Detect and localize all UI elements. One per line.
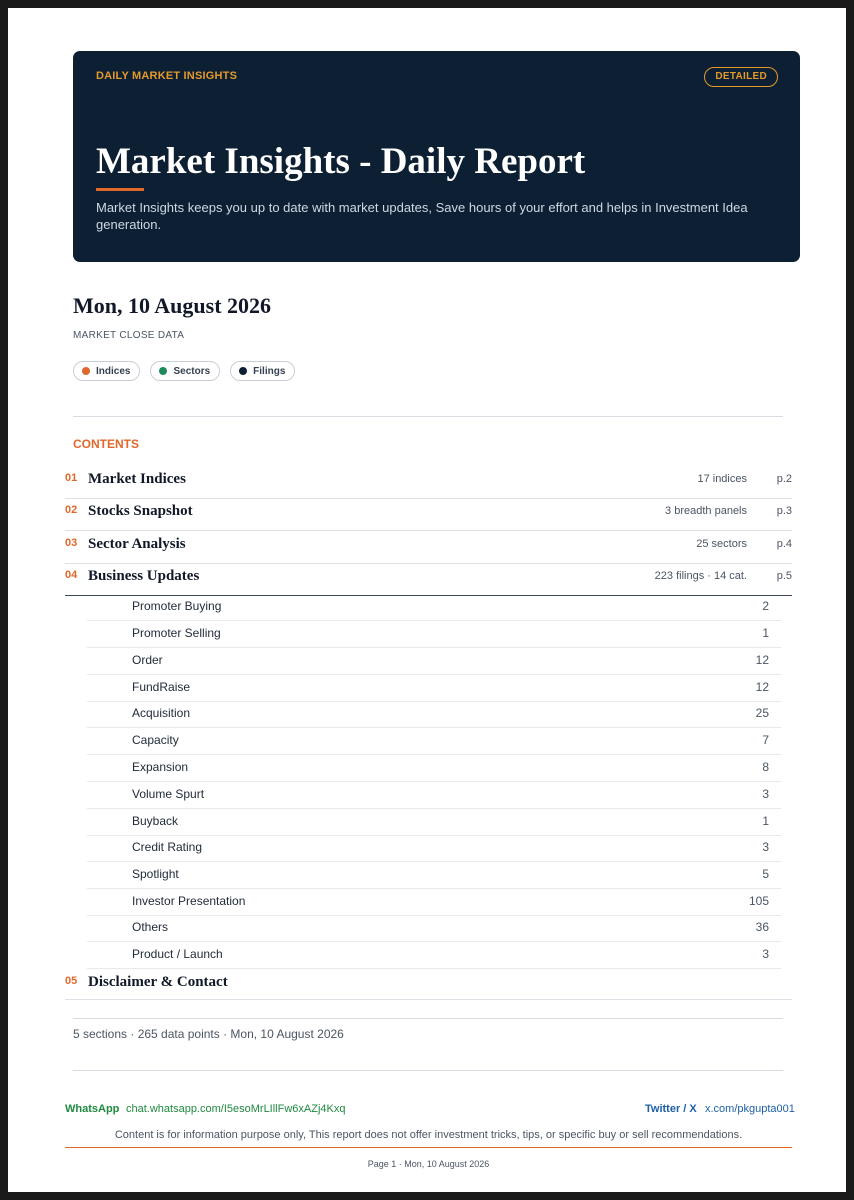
category-chips — [73, 361, 295, 381]
report-page — [8, 8, 846, 1192]
toc-title: Business Updates — [88, 568, 200, 584]
business-update-row[interactable] — [87, 889, 781, 916]
category-label: Investor Presentation — [132, 894, 246, 908]
category-label: Spotlight — [132, 867, 179, 881]
report-title: Market Insights - Daily Report — [96, 141, 586, 182]
toc-meta: 3 breadth panels — [665, 505, 747, 517]
category-count: 7 — [762, 733, 769, 747]
category-count: 2 — [762, 599, 769, 613]
category-count: 3 — [762, 787, 769, 801]
toc-meta: 223 filings · 14 cat. — [654, 570, 747, 582]
summary-bottom-divider — [73, 1070, 783, 1071]
toc-item-market-indices[interactable] — [65, 466, 792, 499]
category-label: Product / Launch — [132, 947, 223, 961]
report-description: Market Insights keeps you up to date with market updates, Save hours of your effort and helps in Investment Idea generation. — [96, 200, 748, 232]
category-count: 5 — [762, 867, 769, 881]
toc-title: Sector Analysis — [88, 536, 186, 552]
business-update-row[interactable] — [87, 782, 781, 809]
toc-title: Market Indices — [88, 471, 186, 487]
business-update-row[interactable] — [87, 755, 781, 782]
category-label: Buyback — [132, 814, 179, 828]
chip-label: Filings — [253, 365, 286, 377]
category-count: 12 — [755, 653, 769, 667]
category-label: Volume Spurt — [132, 787, 205, 801]
category-count: 1 — [762, 814, 769, 828]
whatsapp-label: WhatsApp — [65, 1103, 120, 1115]
summary-top-divider — [73, 1018, 783, 1019]
contents-heading: CONTENTS — [73, 437, 139, 451]
toc-page: p.4 — [776, 538, 792, 550]
twitter-label: Twitter / X — [645, 1103, 697, 1115]
toc-meta: 17 indices — [697, 473, 747, 485]
footer-disclaimer: Content is for information purpose only, This report does not offer investment tricks, tips, or specific buy or sell recommendations. — [114, 1129, 743, 1141]
sectors-dot-icon — [159, 367, 167, 375]
chip-label: Sectors — [173, 365, 211, 377]
category-label: FundRaise — [132, 680, 191, 694]
category-count: 12 — [755, 680, 769, 694]
whatsapp-link[interactable]: chat.whatsapp.com/I5esoMrLIllFw6xAZj4Kxq — [126, 1103, 346, 1115]
page-footer: Page 1 · Mon, 10 August 2026 — [367, 1159, 490, 1169]
filings-dot-icon — [239, 367, 247, 375]
category-label: Acquisition — [132, 706, 191, 720]
chip-sectors[interactable] — [150, 361, 220, 381]
footer-divider — [65, 1147, 792, 1148]
toc-number: 02 — [65, 504, 78, 516]
toc-number: 03 — [65, 537, 78, 549]
report-date: Mon, 10 August 2026 — [73, 293, 272, 318]
toc-number: 01 — [65, 472, 78, 484]
section-divider — [73, 416, 783, 417]
business-update-row[interactable] — [87, 621, 781, 648]
business-update-row[interactable] — [87, 648, 781, 675]
category-count: 8 — [762, 760, 769, 774]
twitter-link[interactable]: x.com/pkgupta001 — [705, 1103, 795, 1115]
category-label: Promoter Buying — [132, 599, 222, 613]
business-update-row[interactable] — [87, 675, 781, 702]
business-update-row[interactable] — [87, 594, 781, 621]
category-count: 36 — [755, 920, 769, 934]
toc-number: 04 — [65, 569, 78, 581]
category-count: 25 — [755, 706, 769, 720]
toc-item-disclaimer-contact[interactable] — [65, 969, 792, 1000]
toc-title: Stocks Snapshot — [88, 503, 193, 519]
chip-label: Indices — [96, 365, 131, 377]
category-count: 3 — [762, 947, 769, 961]
hero-banner — [73, 51, 800, 262]
category-label: Capacity — [132, 733, 179, 747]
business-update-row[interactable] — [87, 915, 781, 942]
toc-meta: 25 sectors — [696, 538, 747, 550]
business-update-row[interactable] — [87, 862, 781, 889]
chip-indices[interactable] — [73, 361, 140, 381]
business-update-row[interactable] — [87, 701, 781, 728]
toc-title: Disclaimer & Contact — [88, 974, 228, 990]
business-update-row[interactable] — [87, 835, 781, 862]
category-count: 3 — [762, 840, 769, 854]
title-underline — [96, 188, 144, 191]
business-update-row[interactable] — [87, 942, 781, 969]
toc-number: 05 — [65, 975, 78, 987]
category-label: Expansion — [132, 760, 189, 774]
category-label: Order — [132, 653, 163, 667]
category-count: 1 — [762, 626, 769, 640]
toc-page: p.2 — [776, 473, 792, 485]
toc-item-stocks-snapshot[interactable] — [65, 498, 792, 531]
report-subtitle: MARKET CLOSE DATA — [73, 330, 185, 341]
indices-dot-icon — [82, 367, 90, 375]
toc-item-business-updates[interactable] — [65, 563, 792, 596]
detailed-badge: DETAILED — [704, 67, 778, 87]
toc-page: p.5 — [776, 570, 792, 582]
toc-item-sector-analysis[interactable] — [65, 531, 792, 564]
business-update-row[interactable] — [87, 728, 781, 755]
category-label: Promoter Selling — [132, 626, 221, 640]
chip-filings[interactable] — [230, 361, 295, 381]
category-label: Credit Rating — [132, 840, 203, 854]
category-count: 105 — [748, 894, 769, 908]
category-label: Others — [132, 920, 169, 934]
business-update-row[interactable] — [87, 809, 781, 836]
toc-page: p.3 — [776, 505, 792, 517]
hero-kicker: DAILY MARKET INSIGHTS — [96, 70, 238, 82]
report-summary: 5 sections · 265 data points · Mon, 10 August 2026 — [73, 1027, 344, 1041]
